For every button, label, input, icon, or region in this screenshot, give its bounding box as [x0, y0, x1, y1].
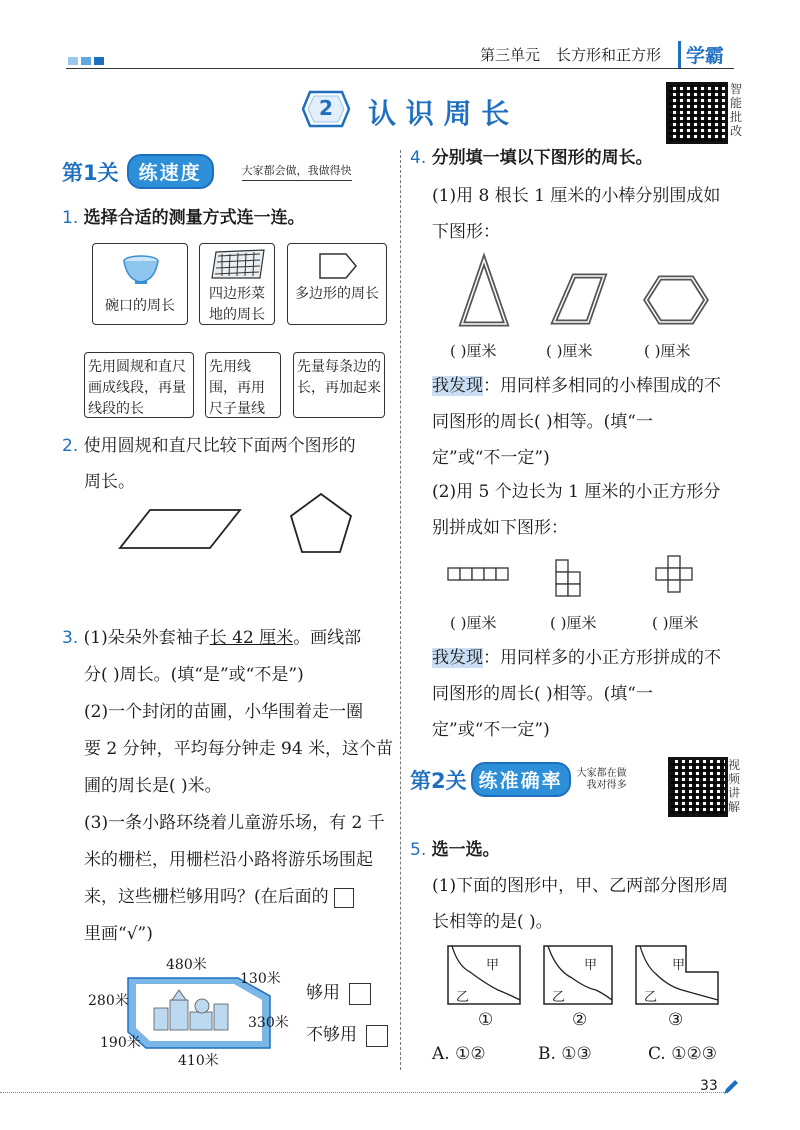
square-blank-1[interactable]: ( )厘米	[450, 614, 497, 632]
q5-p1b: 长相等的是( )。	[432, 912, 553, 932]
bowl-icon	[121, 252, 161, 293]
lesson-number-badge	[302, 88, 350, 130]
q5-p1a: (1)下面的图形中，甲、乙两部分图形周	[432, 876, 729, 896]
pentagon-shape	[291, 494, 351, 552]
option-a[interactable]: A. ①②	[432, 1044, 486, 1064]
q4-discovery1	[432, 368, 744, 476]
q3-p1a: (1)朵朵外套袖子	[83, 628, 210, 648]
q1-box-bowl[interactable]	[92, 243, 188, 325]
fig3-part-a: 甲	[672, 958, 686, 973]
q5-part1-text	[432, 868, 744, 940]
q4-p2a: (2)用 5 个边长为 1 厘米的小正方形分	[432, 482, 721, 502]
header-topic: 长方形和正方形	[556, 46, 662, 64]
q4-d2a: ：用同样多的小正方形拼成的不	[483, 648, 721, 668]
dim-bottom-left: 190米	[100, 1035, 141, 1051]
q3-p3c: 来，这些栅栏够用吗？(在后面的	[84, 887, 329, 907]
q4-d1c: 定”或“不一定”)	[432, 448, 550, 468]
q2-line2: 周长。	[84, 472, 135, 492]
qr-top-label: 智能批改	[730, 82, 743, 138]
q1-method-compass-text: 先用圆规和直尺画成线段，再量线段的长	[88, 359, 186, 417]
qr-code-mid[interactable]	[668, 757, 728, 817]
q1-method-sides-text: 先量每条边的长，再加起来	[297, 359, 381, 396]
dim-top: 480米	[166, 957, 207, 973]
fig2-part-a: 甲	[584, 958, 598, 973]
fig1-part-b: 乙	[456, 990, 470, 1005]
q5-number: 5.	[410, 840, 427, 860]
option-c[interactable]: C. ①②③	[648, 1044, 717, 1064]
q4-part1-text	[432, 178, 744, 250]
q4-part2-text	[432, 474, 744, 546]
header-unit: 第三单元	[480, 46, 541, 64]
q5-heading	[410, 832, 500, 868]
q4-p2b: 别拼成如下图形：	[432, 518, 568, 538]
q4-d1b: 同图形的周长( )相等。(填“一	[432, 412, 653, 432]
stage2-skill: 练准确率	[471, 762, 571, 797]
stage2-slogan-1: 大家都在做	[576, 767, 627, 779]
q1-box-bowl-text: 碗口的周长	[105, 298, 175, 314]
not-enough-label: 不够用	[306, 1025, 357, 1045]
q1-box-polygon[interactable]	[287, 243, 387, 325]
column-divider	[400, 150, 401, 1070]
stick-triangle	[462, 260, 506, 324]
dim-bottom: 410米	[178, 1053, 219, 1069]
q1-method-compass[interactable]	[84, 352, 194, 418]
q1-method-string[interactable]	[205, 352, 281, 418]
q4-d1a: ：用同样多相同的小棒围成的不	[483, 376, 721, 396]
q3	[62, 620, 398, 953]
stage2-name: 第2关	[410, 768, 467, 793]
footer-rule	[0, 1092, 728, 1093]
q4-p1a: (1)用 8 根长 1 厘米的小棒分别围成如	[432, 186, 721, 206]
q3-p1b: 长 42 厘米	[209, 628, 294, 648]
lesson-number: 2	[319, 96, 333, 120]
fig2-label: ②	[572, 1010, 588, 1030]
q4-d2b: 同图形的周长( )相等。(填“一	[432, 684, 653, 704]
stick-shapes	[448, 252, 728, 332]
header-decoration	[68, 50, 112, 58]
q2-number: 2.	[62, 436, 79, 456]
stage2-slogan	[577, 768, 627, 792]
header-brand: 学霸	[678, 41, 724, 68]
stage2-slogan-2: 我对得多	[586, 779, 627, 791]
q3-p2b: 要 2 分钟，平均每分钟走 94 米，这个苗	[84, 739, 394, 759]
enough-checkbox[interactable]	[349, 983, 371, 1005]
square-shapes	[440, 552, 730, 602]
enough-label: 够用	[306, 983, 340, 1003]
dim-left: 280米	[88, 993, 129, 1009]
dim-right: 330米	[248, 1015, 289, 1031]
q1-number: 1.	[62, 208, 79, 228]
stage2-banner	[410, 762, 627, 797]
fig3-label: ③	[668, 1010, 684, 1030]
enough-option	[306, 978, 371, 1005]
pencil-icon	[722, 1078, 740, 1100]
stick-blank-1[interactable]: ( )厘米	[450, 342, 497, 360]
q4-d2c: 定”或“不一定”)	[432, 720, 550, 740]
square-blank-3[interactable]: ( )厘米	[652, 614, 699, 632]
q3-p1c: 。画线部	[293, 628, 362, 648]
squares-row	[448, 568, 508, 580]
q4-p1b: 下图形：	[432, 222, 500, 242]
not-enough-option	[306, 1020, 388, 1047]
discovery1-label: 我发现	[432, 376, 483, 396]
q2-figures	[110, 490, 370, 570]
q3-p1d: 分( )周长。(填“是”或“不是”)	[84, 665, 304, 685]
q1-box-field[interactable]	[199, 243, 275, 325]
fig1-part-a: 甲	[486, 958, 500, 973]
q3-p3b: 米的栅栏，用栅栏沿小路将游乐场围起	[84, 850, 373, 870]
q4-discovery2	[432, 640, 744, 748]
polygon-icon	[318, 252, 358, 287]
square-blank-2[interactable]: ( )厘米	[550, 614, 597, 632]
page-title: 认 识 周 长	[368, 97, 510, 130]
stage1-name: 第1关	[62, 160, 119, 185]
q3-number: 3.	[62, 628, 79, 648]
squares-l	[556, 560, 580, 596]
header-rule	[66, 68, 734, 69]
squares-cross	[656, 556, 692, 592]
q3-p3d: 里画“√”)	[84, 924, 153, 944]
q1-method-sides[interactable]	[293, 352, 385, 418]
stage1-banner	[62, 154, 352, 189]
q5-text: 选一选。	[431, 840, 500, 860]
not-enough-checkbox[interactable]	[366, 1025, 388, 1047]
fig3-part-b: 乙	[644, 990, 658, 1005]
q3-p2c: 圃的周长是( )米。	[84, 776, 222, 796]
fig2-part-b: 乙	[552, 990, 566, 1005]
stick-blank-3[interactable]: ( )厘米	[644, 342, 691, 360]
q1-box-field-text: 四边形菜地的周长	[209, 286, 265, 323]
page-number: 33	[700, 1078, 718, 1094]
stick-blank-2[interactable]: ( )厘米	[546, 342, 593, 360]
q4-text: 分别填一填以下图形的周长。	[431, 148, 653, 168]
qr-code-top[interactable]	[666, 82, 728, 144]
stage1-skill: 练速度	[127, 154, 214, 189]
q1-text: 选择合适的测量方式连一连。	[83, 208, 305, 228]
q4-number: 4.	[410, 148, 427, 168]
qr-mid-label: 视频讲解	[728, 758, 741, 814]
dim-top-right: 130米	[240, 971, 281, 987]
q3-p2a: (2)一个封闭的苗圃，小华围着走一圈	[84, 702, 364, 722]
parallelogram-shape	[120, 510, 240, 548]
discovery2-label: 我发现	[432, 648, 483, 668]
vegetable-field-icon	[210, 248, 266, 287]
fig1-label: ①	[478, 1010, 494, 1030]
q1-method-string-text: 先用线围，再用尺子量线	[209, 359, 265, 417]
q1-box-polygon-text: 多边形的周长	[295, 286, 379, 302]
option-b[interactable]: B. ①③	[538, 1044, 592, 1064]
q3-p3a: (3)一条小路环绕着儿童游乐场，有 2 千	[84, 813, 385, 833]
stage1-slogan: 大家都会做，我做得快	[242, 162, 352, 181]
q4-heading	[410, 140, 653, 176]
q2-line1: 使用圆规和直尺比较下面两个图形的	[83, 436, 356, 456]
q3-instruction-box	[334, 888, 354, 908]
q1	[62, 200, 305, 236]
